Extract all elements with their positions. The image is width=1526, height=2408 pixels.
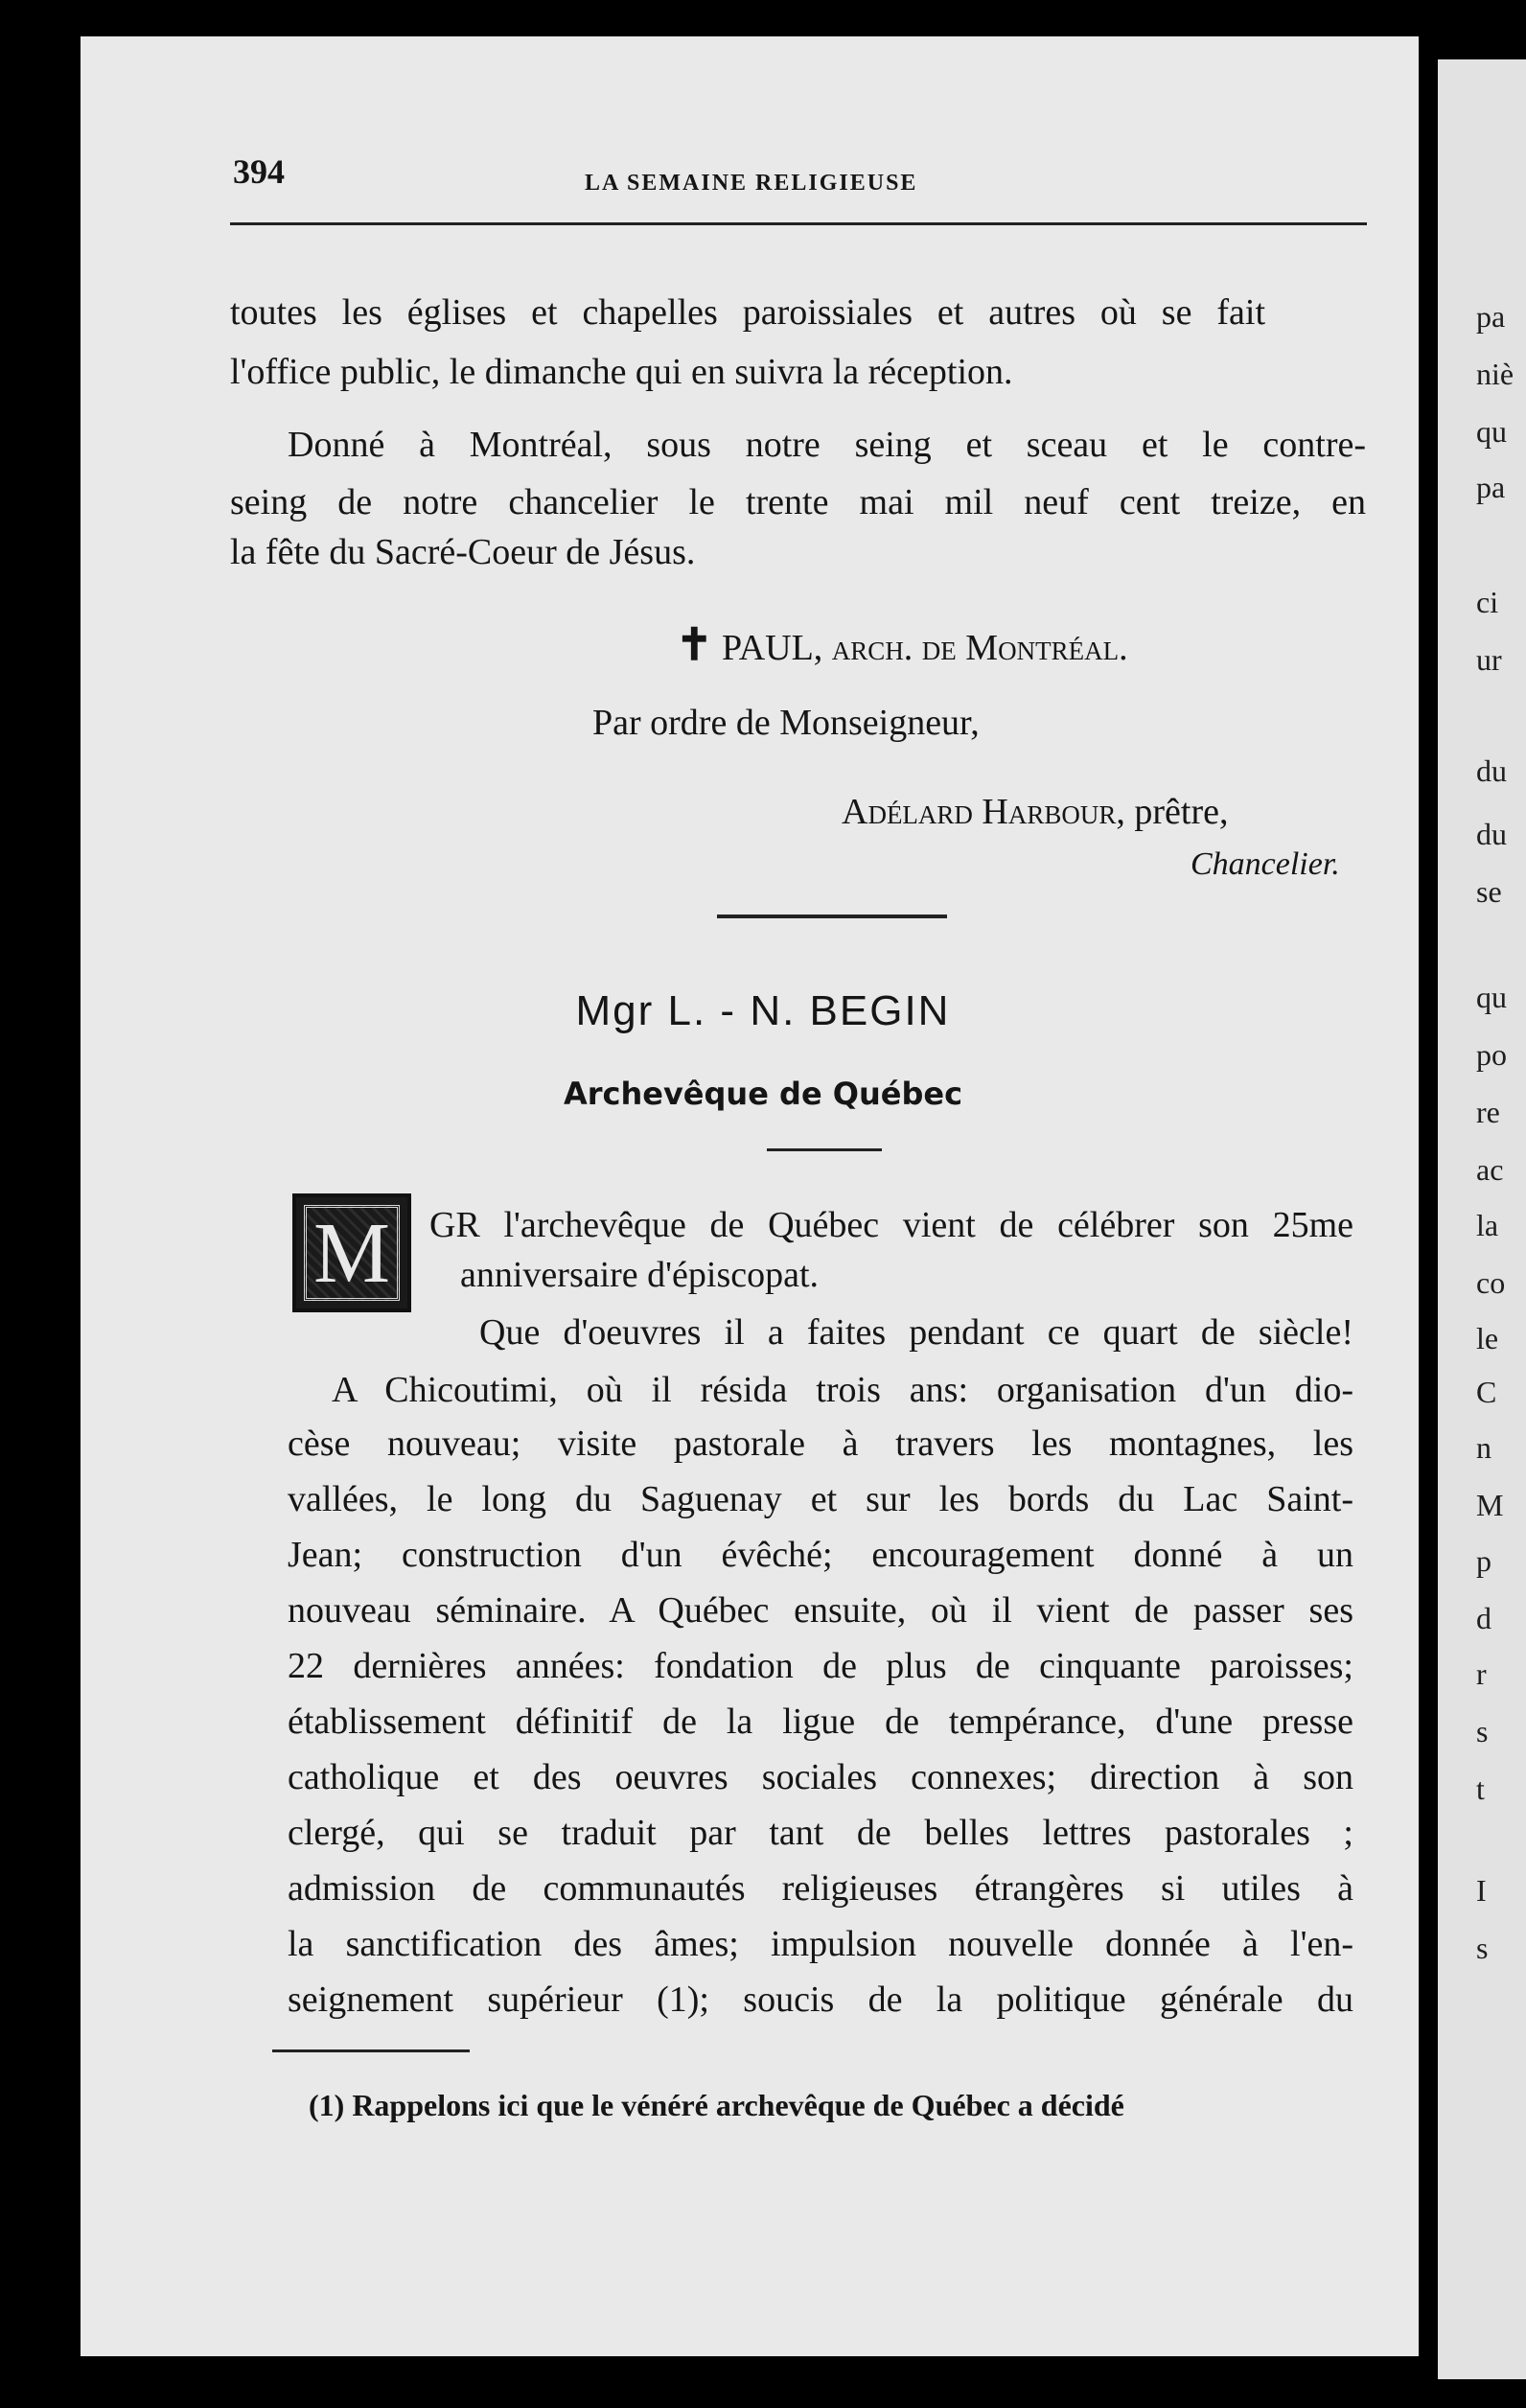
adjacent-page-fragment: d [1476,1601,1491,1635]
cross-icon: ✝ [676,620,713,669]
signatory-name: PAUL, [722,628,823,668]
adjacent-page-fragment: du [1476,753,1507,788]
article-line: seignement supérieur (1); soucis de la politique générale du [288,1980,1353,2020]
running-title: LA SEMAINE RELIGIEUSE [585,171,918,196]
adjacent-page-fragment: r [1476,1656,1487,1691]
text-line: toutes les églises et chapelles paroissiales et autres où se fait [230,292,1265,333]
initial-letter: M [304,1205,400,1301]
chancellor-name: Adélard Harbour, [842,792,1125,832]
text-line: la fête du Sacré-Coeur de Jésus. [230,532,696,572]
adjacent-page-fragment: se [1476,874,1502,909]
article-line: Jean; construction d'un évêché; encouragement donné à un [288,1535,1353,1575]
page-number: 394 [233,152,285,191]
adjacent-page-fragment: I [1476,1873,1487,1908]
article-line: 22 dernières années: fondation de plus de cinquante paroisses; [288,1646,1353,1686]
adjacent-page-fragment: ur [1476,642,1502,677]
adjacent-page-fragment: n [1476,1430,1491,1465]
article-line: nouveau séminaire. A Québec ensuite, où il vient de passer ses [288,1590,1353,1631]
adjacent-page-fragment: pa [1476,470,1506,504]
footnote-rule [272,2049,470,2052]
adjacent-page-fragment: po [1476,1037,1507,1072]
article-line: cèse nouveau; visite pastorale à travers les montagnes, les [288,1424,1353,1464]
article-line: Que d'oeuvres il a faites pendant ce quart de siècle! [479,1312,1353,1353]
text-line: l'office public, le dimanche qui en suivra la réception. [230,352,1013,392]
article-line: GR l'archevêque de Québec vient de célébrer son 25me [429,1205,1353,1245]
adjacent-page-fragment: M [1476,1488,1504,1522]
section-divider [717,915,947,918]
title-divider [767,1148,882,1151]
adjacent-page-fragment: t [1476,1771,1485,1806]
adjacent-page-fragment: ci [1476,585,1499,619]
archbishop-signature [676,618,1128,670]
article-line: la sanctification des âmes; impulsion nouvelle donnée à l'en- [288,1924,1353,1964]
article-line: vallées, le long du Saguenay et sur les bords du Lac Saint- [288,1479,1353,1519]
article-subtitle: Archevêque de Québec [563,1076,963,1112]
adjacent-page-fragment: qu [1476,414,1507,449]
article-line: A Chicoutimi, où il résida trois ans: organisation d'un dio- [332,1370,1353,1410]
ornamental-initial [292,1193,411,1312]
chancellor-title: Chancelier. [1191,846,1340,882]
adjacent-page-fragment: ac [1476,1152,1504,1187]
header-rule [230,222,1367,225]
article-line: anniversaire d'épiscopat. [460,1255,820,1295]
adjacent-page-edge [1438,59,1526,2379]
article-title: Mgr L. - N. BEGIN [575,987,951,1034]
article-line: établissement définitif de la ligue de tempérance, d'une presse [288,1702,1353,1742]
text-line: Donné à Montréal, sous notre seing et sceau et le contre- [288,425,1366,465]
adjacent-page-fragment: pa [1476,299,1506,334]
adjacent-page-fragment: re [1476,1095,1500,1129]
order-line: Par ordre de Monseigneur, [592,703,980,743]
adjacent-page-fragment: niè [1476,357,1514,391]
chancellor-role: prêtre, [1134,792,1229,832]
chancellor-signature [842,791,1229,833]
adjacent-page-fragment: qu [1476,980,1507,1014]
article-line: clergé, qui se traduit par tant de belles lettres pastorales ; [288,1813,1353,1853]
adjacent-page-fragment: co [1476,1265,1506,1300]
adjacent-page-fragment: s [1476,1931,1489,1965]
article-line: catholique et des oeuvres sociales connexes; direction à son [288,1757,1353,1797]
adjacent-page-fragment: du [1476,817,1507,851]
adjacent-page-fragment: p [1476,1543,1491,1578]
text-line: seing de notre chancelier le trente mai mil neuf cent treize, en [230,482,1366,522]
adjacent-page-fragment: C [1476,1375,1497,1409]
adjacent-page-fragment: le [1476,1321,1499,1355]
adjacent-page-fragment: la [1476,1208,1499,1242]
footnote: (1) Rappelons ici que le vénéré archevêque de Québec a décidé [309,2088,1124,2122]
signatory-title: arch. de Montréal. [831,628,1128,668]
article-line: admission de communautés religieuses étrangères si utiles à [288,1868,1353,1909]
adjacent-page-fragment: s [1476,1714,1489,1748]
